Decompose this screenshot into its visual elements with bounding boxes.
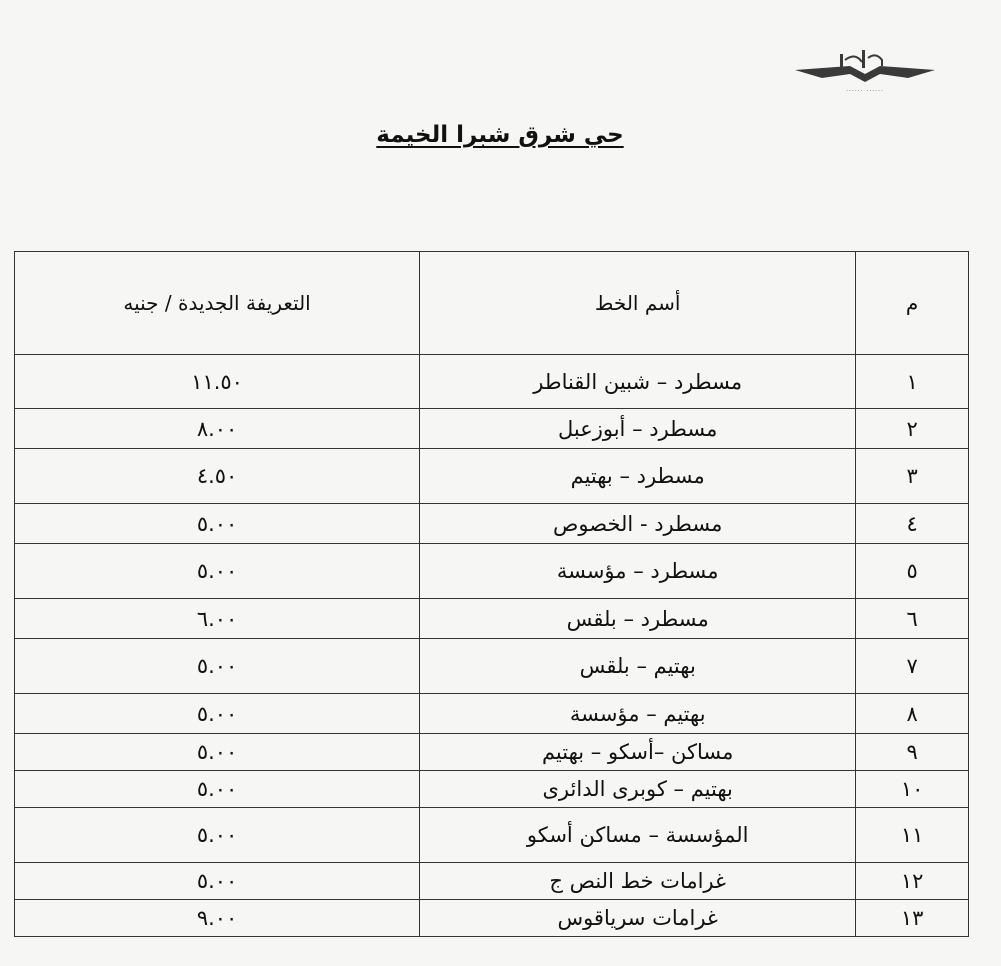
row-number: ١٢	[856, 863, 969, 900]
row-number: ٧	[856, 639, 969, 694]
row-number: ٢	[856, 409, 969, 449]
table-row	[15, 504, 969, 544]
page-title: حي شرق شبرا الخيمة	[376, 122, 624, 148]
row-number: ١٣	[856, 900, 969, 937]
row-fare: ٥.٠٠	[15, 771, 420, 808]
row-fare: ٦.٠٠	[15, 599, 420, 639]
row-line-name: مسطرد - الخصوص	[420, 504, 856, 544]
row-fare: ٥.٠٠	[15, 734, 420, 771]
row-line-name: بهتيم – مؤسسة	[420, 694, 856, 734]
row-line-name: مسطرد – بهتيم	[420, 449, 856, 504]
header-number: م	[856, 252, 969, 355]
header-fare: التعريفة الجديدة / جنيه	[15, 252, 420, 355]
row-fare: ٩.٠٠	[15, 900, 420, 937]
header-line-name: أسم الخط	[420, 252, 856, 355]
table-row	[15, 599, 969, 639]
row-number: ٤	[856, 504, 969, 544]
row-number: ١١	[856, 808, 969, 863]
row-line-name: مسطرد – شبين القناطر	[420, 355, 856, 409]
row-number: ٨	[856, 694, 969, 734]
row-line-name: مسطرد – بلقس	[420, 599, 856, 639]
row-fare: ٨.٠٠	[15, 409, 420, 449]
row-fare: ٥.٠٠	[15, 694, 420, 734]
table-row	[15, 900, 969, 937]
row-fare: ٥.٠٠	[15, 863, 420, 900]
row-fare: ٥.٠٠	[15, 639, 420, 694]
row-line-name: غرامات سرياقوس	[420, 900, 856, 937]
table-row	[15, 544, 969, 599]
table-body	[15, 355, 969, 937]
row-fare: ٥.٠٠	[15, 544, 420, 599]
table-row	[15, 771, 969, 808]
table-row	[15, 863, 969, 900]
table-row	[15, 355, 969, 409]
row-fare: ٥.٠٠	[15, 504, 420, 544]
row-line-name: بهتيم – بلقس	[420, 639, 856, 694]
row-line-name: مسطرد – مؤسسة	[420, 544, 856, 599]
row-line-name: مساكن –أسكو – بهتيم	[420, 734, 856, 771]
row-number: ٩	[856, 734, 969, 771]
row-number: ١٠	[856, 771, 969, 808]
row-fare: ٥.٠٠	[15, 808, 420, 863]
row-number: ٣	[856, 449, 969, 504]
logo-caption: ...... ......	[846, 86, 884, 93]
emblem-icon	[790, 48, 940, 88]
table-row	[15, 808, 969, 863]
table-row	[15, 734, 969, 771]
table-row	[15, 639, 969, 694]
row-fare: ٤.٥٠	[15, 449, 420, 504]
row-line-name: مسطرد – أبوزعبل	[420, 409, 856, 449]
fares-table	[14, 251, 969, 937]
table-row	[15, 694, 969, 734]
row-line-name: المؤسسة – مساكن أسكو	[420, 808, 856, 863]
row-fare: ١١.٥٠	[15, 355, 420, 409]
row-line-name: بهتيم – كوبرى الدائرى	[420, 771, 856, 808]
row-line-name: غرامات خط النص ج	[420, 863, 856, 900]
row-number: ١	[856, 355, 969, 409]
row-number: ٥	[856, 544, 969, 599]
table-row	[15, 409, 969, 449]
logo	[790, 48, 940, 104]
row-number: ٦	[856, 599, 969, 639]
table-row	[15, 449, 969, 504]
table-header-row	[15, 252, 969, 355]
